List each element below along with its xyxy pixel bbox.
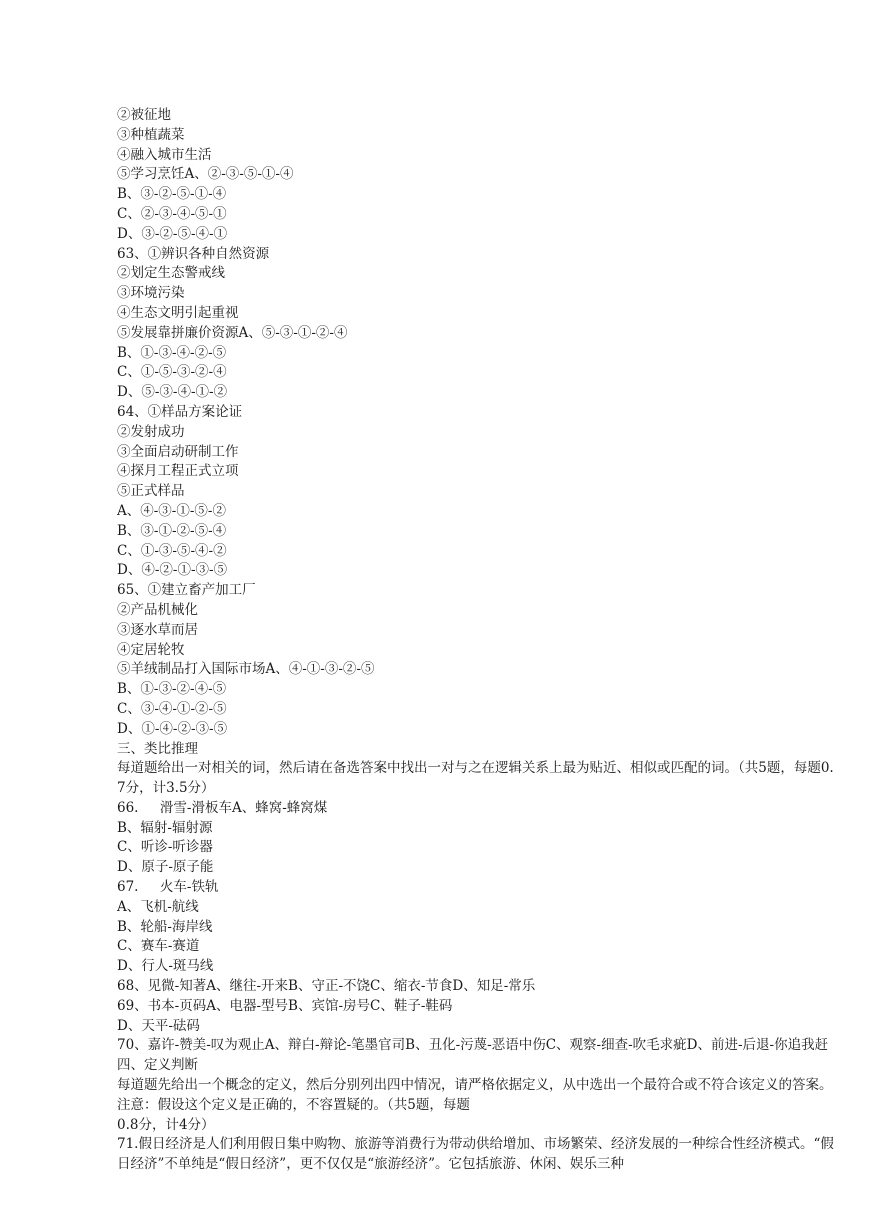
- text-line: ④定居轮牧: [117, 641, 185, 658]
- text-line: ③环境污染: [117, 285, 185, 302]
- text-line: B、①-③-②-④-⑤: [117, 681, 227, 698]
- text-line: C、赛车-赛道: [117, 938, 200, 955]
- text-line: 67. 火车-铁轨: [117, 879, 219, 896]
- document-body: [117, 106, 842, 1175]
- text-line: C、①-③-⑤-④-②: [117, 542, 227, 559]
- text-line: D、①-④-②-③-⑤: [117, 720, 228, 737]
- text-line: ⑤学习烹饪A、②-③-⑤-①-④: [117, 166, 294, 183]
- text-line: 63、①辨识各种自然资源: [117, 245, 270, 262]
- text-line: D、③-②-⑤-④-①: [117, 225, 228, 242]
- text-line: D、行人-斑马线: [117, 958, 214, 975]
- text-line: 每道题给出一对相关的词，然后请在备选答案中找出一对与之在逻辑关系上最为贴近、相似或匹配的词。（共5题，每题0.7分，计3.5分）: [117, 760, 834, 797]
- text-line: ④探月工程正式立项: [117, 463, 239, 480]
- text-line: 65、①建立畜产加工厂: [117, 582, 256, 599]
- text-line: ③逐水草而居: [117, 621, 198, 638]
- text-line: ④融入城市生活: [117, 146, 212, 163]
- text-line: 71.假日经济是人们利用假日集中购物、旅游等消费行为带动供给增加、市场繁荣、经济发展的一种综合性经济模式。“假日经济”不单纯是“假日经济”，更不仅仅是“旅游经济”。它包括旅游、休闲、娱乐三种: [117, 1136, 834, 1173]
- text-line: ②划定生态警戒线: [117, 265, 225, 282]
- text-line: ③全面启动研制工作: [117, 443, 239, 460]
- text-line: C、②-③-④-⑤-①: [117, 205, 227, 222]
- text-line: D、④-②-①-③-⑤: [117, 562, 228, 579]
- text-line: 三、类比推理: [117, 740, 198, 757]
- text-line: B、轮船-海岸线: [117, 918, 213, 935]
- text-line: 0.8分，计4分）: [117, 1116, 215, 1133]
- text-line: 68、见微-知著A、继往-开来B、守正-不饶C、缩衣-节食D、知足-常乐: [117, 978, 536, 995]
- text-line: C、③-④-①-②-⑤: [117, 700, 227, 717]
- text-line: C、听诊-听诊器: [117, 839, 213, 856]
- text-line: ③种植蔬菜: [117, 126, 185, 143]
- text-line: C、①-⑤-③-②-④: [117, 364, 227, 381]
- text-line: 69、书本-页码A、电器-型号B、宾馆-房号C、鞋子-鞋码: [117, 997, 453, 1014]
- text-line: 每道题先给出一个概念的定义，然后分别列出四中情况，请严格依据定义，从中选出一个最符合或不符合该定义的答案。注意：假设这个定义是正确的，不容置疑的。（共5题，每题: [117, 1077, 833, 1113]
- text-line: B、①-③-④-②-⑤: [117, 344, 227, 361]
- text-line: ②发射成功: [117, 423, 185, 440]
- text-line: ⑤正式样品: [117, 483, 185, 500]
- text-line: 四、定义判断: [117, 1057, 198, 1074]
- text-line: B、③-①-②-⑤-④: [117, 522, 227, 539]
- text-line: B、辐射-辐射源: [117, 819, 213, 836]
- text-line: D、天平-砝码: [117, 1017, 200, 1034]
- text-line: ④生态文明引起重视: [117, 304, 239, 321]
- text-line: ②被征地: [117, 107, 171, 123]
- text-line: ⑤羊绒制品打入国际市场A、④-①-③-②-⑤: [117, 661, 375, 678]
- text-line: A、飞机-航线: [117, 898, 199, 915]
- text-line: 70、嘉许-赞美-叹为观止A、辩白-辩论-笔墨官司B、丑化-污蔑-恶语中伤C、观察-细查-吹毛求疵D、前进-后退-你追我赶: [117, 1037, 829, 1054]
- text-line: 64、①样品方案论证: [117, 403, 243, 420]
- text-line: 66. 滑雪-滑板车A、蜂窝-蜂窝煤: [117, 799, 328, 816]
- text-line: B、③-②-⑤-①-④: [117, 186, 227, 203]
- text-line: ②产品机械化: [117, 601, 198, 618]
- text-line: A、④-③-①-⑤-②: [117, 502, 226, 519]
- text-line: D、原子-原子能: [117, 859, 214, 876]
- text-line: D、⑤-③-④-①-②: [117, 384, 228, 401]
- text-line: ⑤发展靠拼廉价资源A、⑤-③-①-②-④: [117, 324, 348, 341]
